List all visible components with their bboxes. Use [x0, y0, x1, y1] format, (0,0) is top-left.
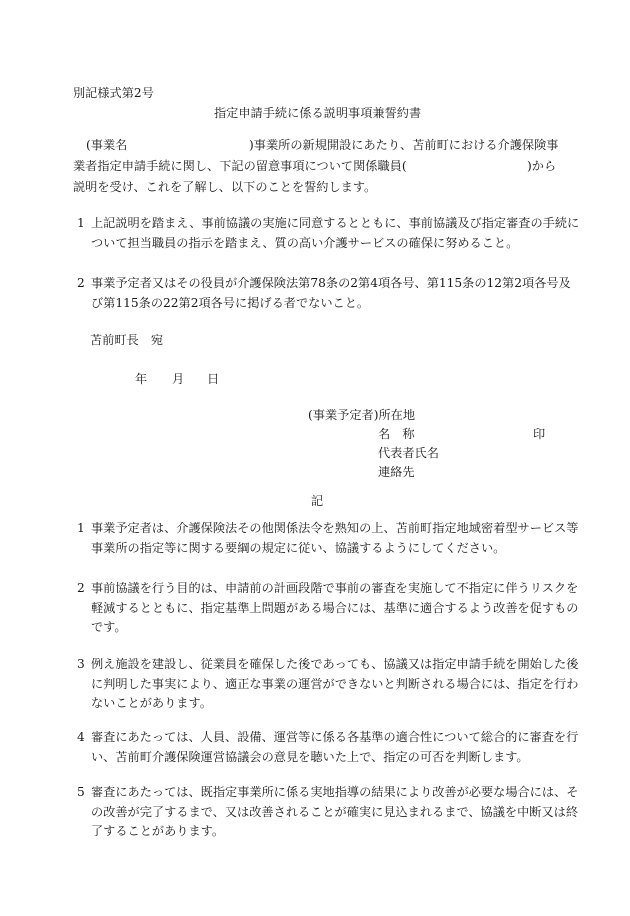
pledge-number: 1	[77, 216, 85, 230]
pledge-item-1	[73, 214, 581, 253]
pledge-number: 2	[77, 276, 85, 290]
pledge-text: 事業予定者又はその役員が介護保険法第78条の2第4項各号、第115条の12第2項各号及び第115条の22第2項各号に掲げる者でないこと。	[91, 276, 571, 310]
note-text: 例え施設を建設し、従業員を確保した後であっても、協議又は指定申請手続を開始した後に判明した事実により、適正な事業の運営ができないと判断される場合には、指定を行わないことがあります。	[91, 657, 579, 710]
applicant-name-label: 名 称	[378, 427, 415, 441]
intro-line2-close: )から	[527, 159, 557, 173]
seal-mark: 印	[533, 427, 546, 441]
pledge-text: 上記説明を踏まえ、事前協議の実施に同意するとともに、事前協議及び指定審査の手続について担当職員の指示を踏まえ、質の高い介護サービスの確保に努めること。	[91, 216, 580, 250]
applicant-heading: (事業予定者)所在地	[308, 408, 416, 422]
note-number: 1	[77, 521, 85, 535]
intro-bracket-open: (事業名	[86, 138, 128, 152]
note-item-1	[73, 519, 581, 558]
date-day: 日	[207, 372, 220, 386]
date-year: 年	[135, 372, 148, 386]
document-title: 指定申請手続に係る説明事項兼誓約書	[214, 106, 422, 120]
intro-line3: 説明を受け、これを了解し、以下のことを誓約します。	[73, 180, 377, 194]
applicant-contact-label: 連絡先	[378, 465, 415, 479]
note-text: 審査にあたっては、人員、設備、運営等に係る各基準の適合性について総合的に審査を行い、苫前町介護保険運営協議会の意見を聴いた上で、指定の可否を判断します。	[91, 730, 579, 764]
note-number: 3	[77, 657, 85, 671]
note-item-2	[73, 579, 581, 638]
pledge-item-2	[73, 274, 581, 313]
note-item-3	[73, 655, 581, 714]
intro-line1: )事業所の新規開設にあたり、苫前町における介護保険事	[249, 138, 559, 152]
addressee: 苫前町長 宛	[90, 333, 164, 347]
note-text: 事前協議を行う目的は、申請前の計画段階で事前の審査を実施して不指定に伴うリスクを軽減するとともに、指定基準上問題がある場合には、基準に適合するよう改善を促すものです。	[91, 581, 579, 634]
intro-line2: 業者指定申請手続に関し、下記の留意事項について関係職員(	[73, 159, 407, 173]
applicant-rep-label: 代表者氏名	[378, 446, 439, 460]
ki-heading: 記	[311, 494, 324, 508]
form-label: 別記様式第2号	[73, 86, 154, 100]
note-number: 4	[77, 730, 85, 744]
note-number: 2	[77, 581, 85, 595]
note-text: 事業予定者は、介護保険法その他関係法令を熟知の上、苫前町指定地域密着型サービス等事業所の指定等に関する要綱の規定に従い、協議するようにしてください。	[91, 521, 579, 555]
note-item-4	[73, 728, 581, 767]
note-item-5	[73, 783, 581, 842]
date-month: 月	[172, 372, 185, 386]
note-number: 5	[77, 785, 85, 799]
note-text: 審査にあたっては、既指定事業所に係る実地指導の結果により改善が必要な場合には、その改善が完了するまで、又は改善されることが確実に見込まれるまで、協議を中断又は終了することがあります。	[91, 785, 579, 838]
